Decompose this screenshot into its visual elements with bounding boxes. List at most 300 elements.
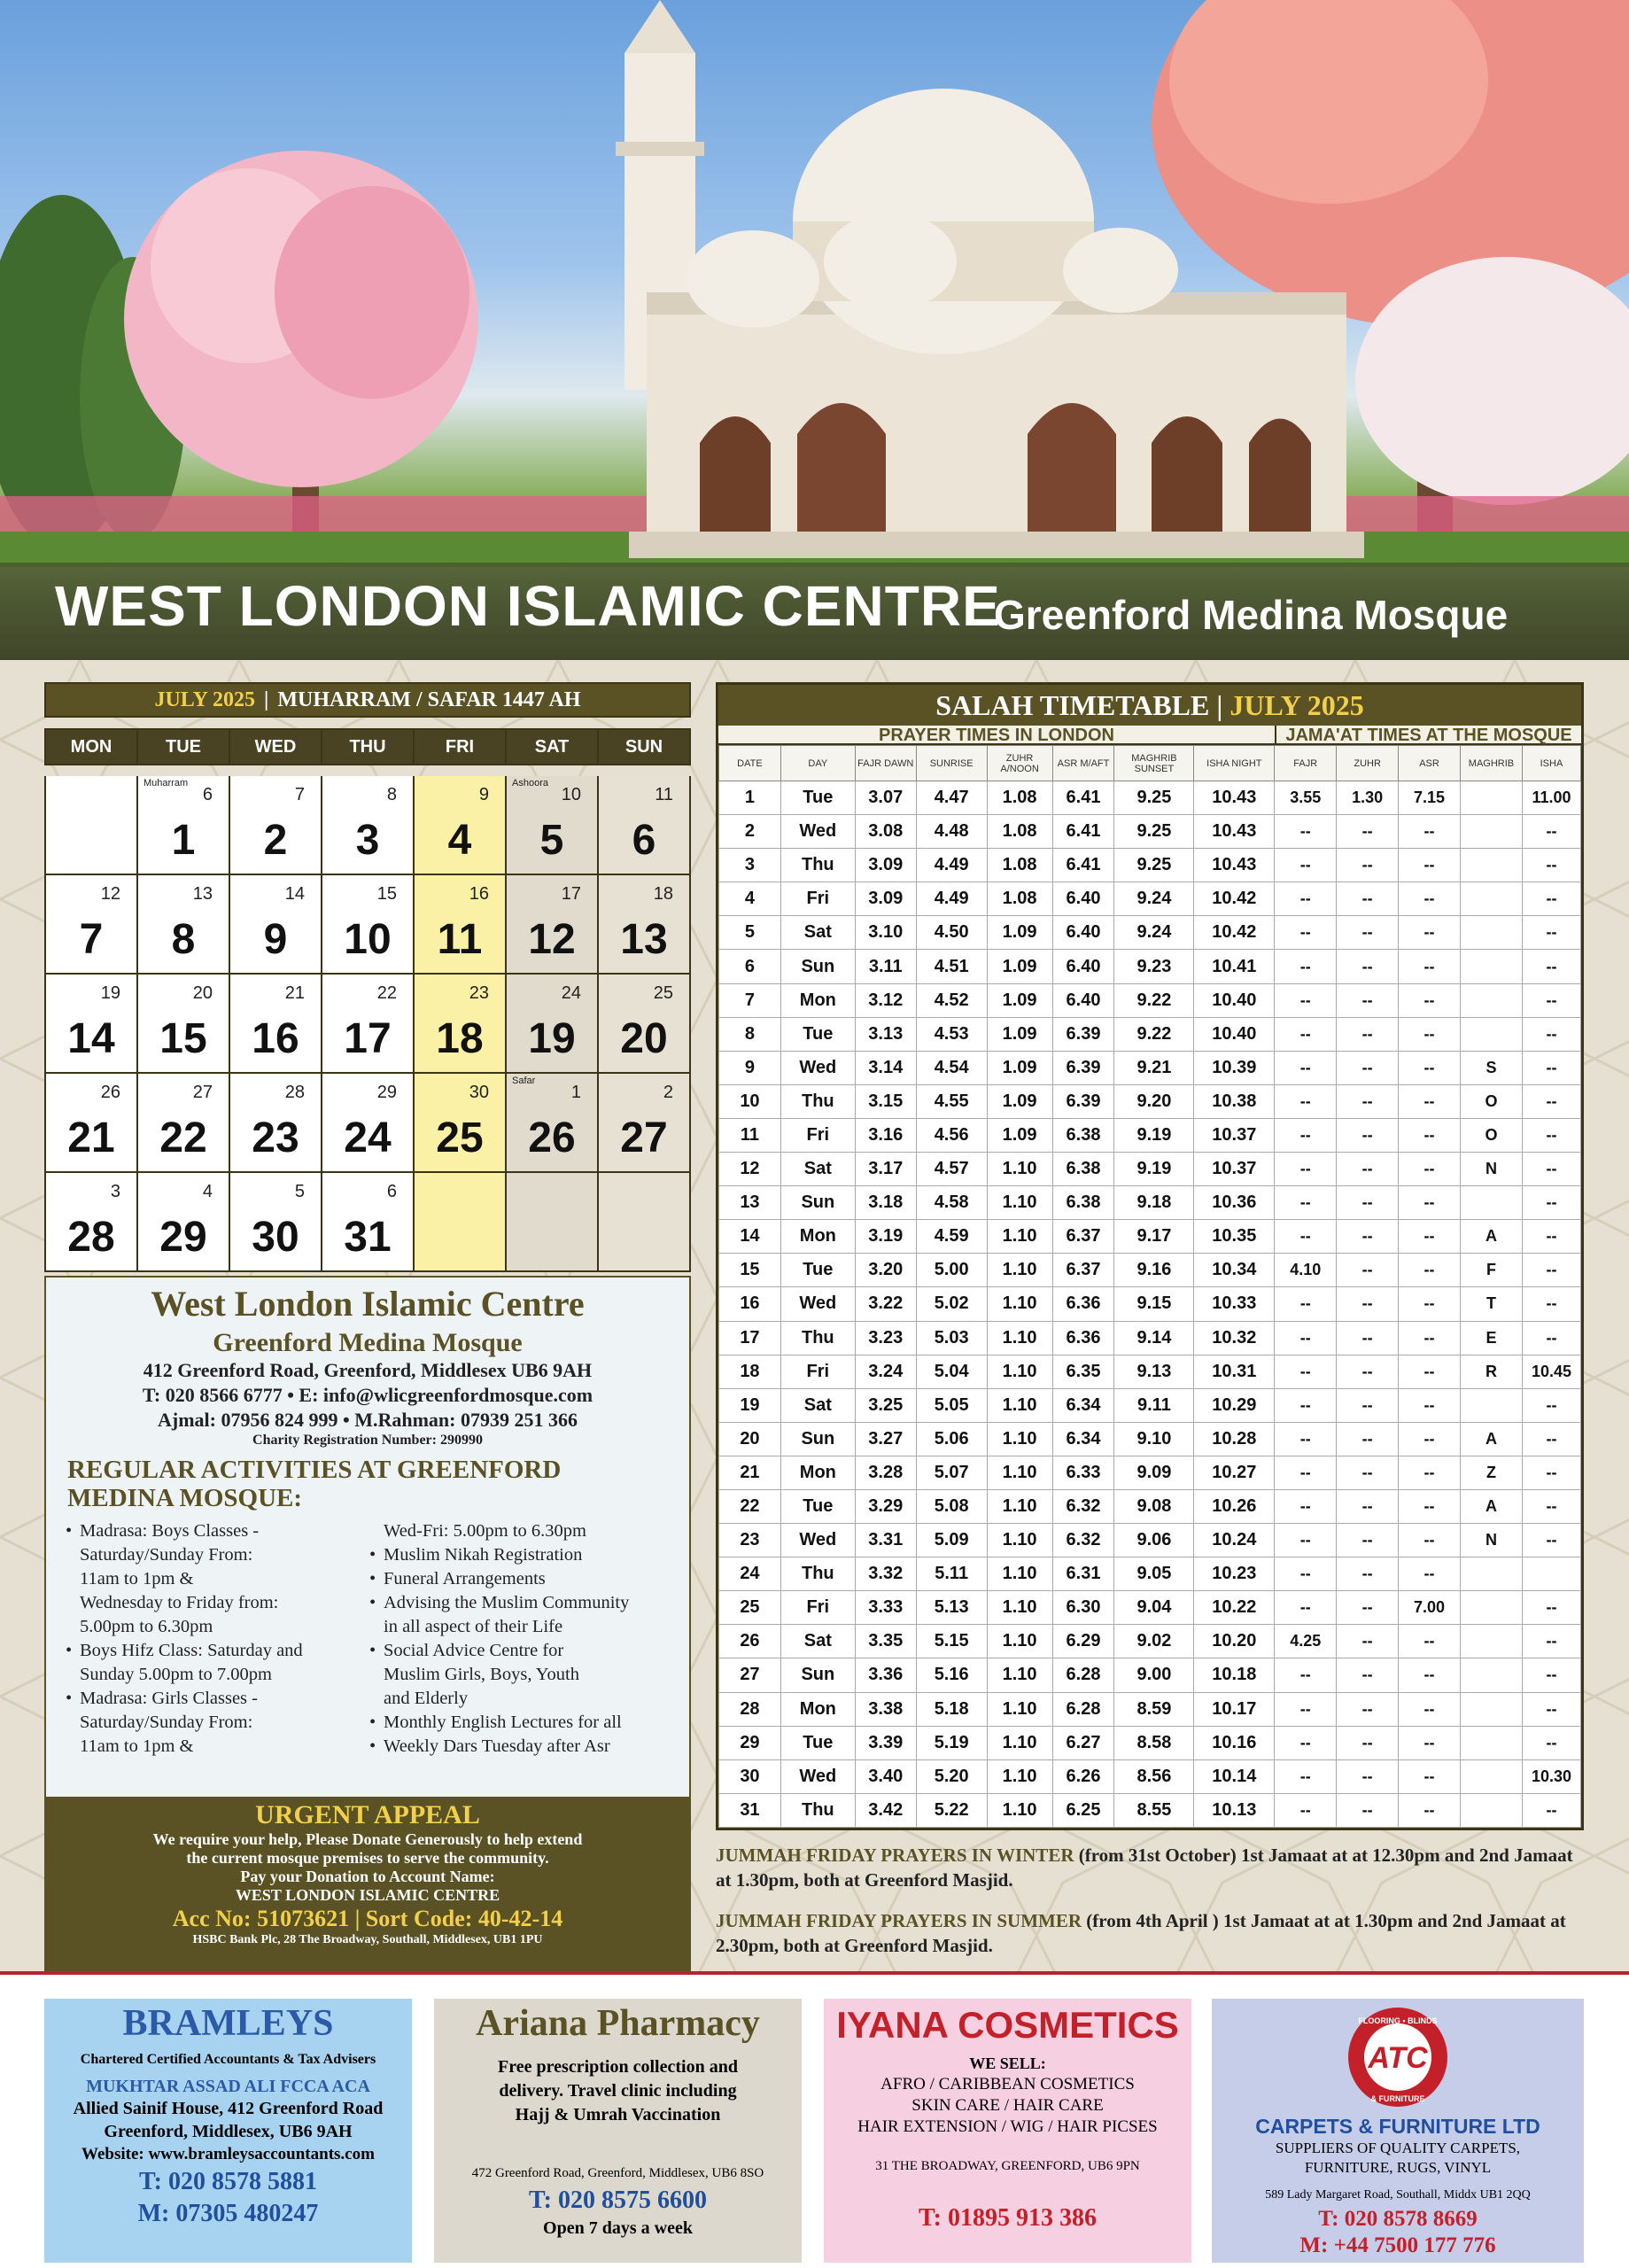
timetable-cell xyxy=(1522,1557,1580,1591)
calendar-day-cell xyxy=(322,975,413,1072)
winter-note-title: JUMMAH FRIDAY PRAYERS IN WINTER xyxy=(716,1845,1074,1866)
timetable-cell: -- xyxy=(1275,1321,1337,1355)
timetable-cell: 6.39 xyxy=(1052,1051,1114,1084)
timetable-cell: 11 xyxy=(719,1118,781,1152)
timetable-cell: -- xyxy=(1399,1692,1461,1726)
timetable-cell: -- xyxy=(1399,1220,1461,1254)
calendar-day-cell xyxy=(322,1074,413,1171)
timetable-cell: 4.50 xyxy=(916,916,987,950)
atc-name: CARPETS & FURNITURE LTD xyxy=(1255,2115,1540,2138)
timetable-cell: 4.53 xyxy=(916,1017,987,1051)
timetable-cell: 22 xyxy=(719,1489,781,1523)
activity-item: • Funeral Arrangements xyxy=(368,1567,671,1591)
timetable-cell: R xyxy=(1460,1355,1522,1388)
timetable-cell: -- xyxy=(1275,1153,1337,1186)
timetable-cell: 4.47 xyxy=(916,781,987,815)
timetable-cell: 10.29 xyxy=(1194,1388,1275,1422)
atc-advert xyxy=(1212,1999,1584,2263)
timetable-cell: 1.10 xyxy=(987,1625,1052,1658)
timetable-cell: -- xyxy=(1522,1793,1580,1827)
timetable-cell: 3.07 xyxy=(855,781,916,815)
timetable-cell: 6.32 xyxy=(1052,1489,1114,1523)
timetable-cell: -- xyxy=(1275,1793,1337,1827)
activity-item: and Elderly xyxy=(384,1689,469,1708)
timetable-cell: 6.34 xyxy=(1052,1422,1114,1456)
hijri-date: 15 xyxy=(376,884,397,904)
hijri-date: 18 xyxy=(653,884,673,904)
timetable-cell: 29 xyxy=(719,1726,781,1759)
timetable-cell: F xyxy=(1460,1254,1522,1287)
timetable-cell: 5.07 xyxy=(916,1456,987,1489)
calendar-day-cell xyxy=(230,1074,321,1171)
timetable-cell: 3.42 xyxy=(855,1793,916,1827)
timetable-title-separator: | xyxy=(1216,689,1223,721)
timetable-cell: 3.11 xyxy=(855,950,916,983)
timetable-cell: -- xyxy=(1337,1692,1399,1726)
timetable-column-header: ASR M/AFT xyxy=(1052,746,1114,781)
iyana-line-4: HAIR EXTENSION / WIG / HAIR PICSES xyxy=(857,2117,1158,2136)
gregorian-date: 1 xyxy=(171,817,196,864)
event-label: Muharram xyxy=(144,778,189,788)
timetable-cell: Sat xyxy=(780,1625,855,1658)
timetable-cell: 9.14 xyxy=(1114,1321,1194,1355)
hijri-date: 14 xyxy=(284,884,305,904)
timetable-cell: 3.19 xyxy=(855,1220,916,1254)
timetable-cell: 6.37 xyxy=(1052,1254,1114,1287)
timetable-cell: Sun xyxy=(780,950,855,983)
activity-item: 11am to 1pm & xyxy=(80,1569,194,1588)
timetable-cell: 1 xyxy=(719,781,781,815)
timetable-column-header: ISHA xyxy=(1522,746,1580,781)
timetable-cell: Mon xyxy=(780,983,855,1017)
timetable-cell: -- xyxy=(1522,1254,1580,1287)
timetable-cell: 10.14 xyxy=(1194,1759,1275,1793)
atc-logo-ring-top: FLOORING • BLINDS xyxy=(1358,2016,1438,2025)
bramleys-address-1: Allied Sainif House, 412 Greenford Road xyxy=(73,2099,384,2118)
timetable-cell: 3.13 xyxy=(855,1017,916,1051)
timetable-cell: 9 xyxy=(719,1051,781,1084)
iyana-name: IYANA COSMETICS xyxy=(836,2004,1179,2046)
timetable-cell: -- xyxy=(1522,882,1580,916)
gregorian-date: 18 xyxy=(436,1015,484,1062)
activities-right-column xyxy=(368,1519,671,1759)
timetable-row xyxy=(719,1557,1581,1591)
timetable-cell: 6.31 xyxy=(1052,1557,1114,1591)
timetable-cell: 8.55 xyxy=(1114,1793,1194,1827)
timetable-cell: -- xyxy=(1275,1422,1337,1456)
ariana-line-1: Free prescription collection and xyxy=(498,2057,738,2077)
ariana-name: Ariana Pharmacy xyxy=(476,2003,760,2044)
timetable-cell: -- xyxy=(1522,1658,1580,1692)
timetable-cell: 3.33 xyxy=(855,1591,916,1625)
contact-line: T: 020 8566 6777 • E: info@wlicgreenfordmosque.com xyxy=(142,1384,593,1406)
timetable-cell: 1.10 xyxy=(987,1153,1052,1186)
timetable-cell: -- xyxy=(1399,983,1461,1017)
hijri-date: 1 xyxy=(570,1083,581,1102)
calendar-day-cell xyxy=(230,975,321,1072)
timetable-cell: 15 xyxy=(719,1254,781,1287)
timetable-cell: -- xyxy=(1522,1489,1580,1523)
timetable-cell: -- xyxy=(1399,950,1461,983)
timetable-cell: 1.08 xyxy=(987,882,1052,916)
timetable-cell xyxy=(1460,1692,1522,1726)
timetable-cell: Tue xyxy=(780,781,855,815)
gregorian-date: 6 xyxy=(632,817,656,864)
timetable-cell: Mon xyxy=(780,1692,855,1726)
calendar-day-cell xyxy=(322,875,413,973)
timetable-cell: -- xyxy=(1399,1355,1461,1388)
hijri-date: 16 xyxy=(469,884,489,904)
iyana-phone: T: 01895 913 386 xyxy=(919,2204,1097,2232)
timetable-cell: Mon xyxy=(780,1220,855,1254)
timetable-cell: 9.16 xyxy=(1114,1254,1194,1287)
hijri-date: 28 xyxy=(284,1083,305,1102)
timetable-row xyxy=(719,815,1581,849)
timetable-row xyxy=(719,1625,1581,1658)
bramleys-website: Website: www.bramleysaccountants.com xyxy=(81,2145,375,2163)
timetable-cell: -- xyxy=(1275,1456,1337,1489)
weekday-label: WED xyxy=(230,730,321,764)
timetable-column-header: FAJR DAWN xyxy=(855,746,916,781)
activities-title-line2: MEDINA MOSQUE: xyxy=(67,1484,303,1512)
gregorian-date: 13 xyxy=(620,916,668,963)
timetable-cell: 1.09 xyxy=(987,1017,1052,1051)
timetable-cell: 7 xyxy=(719,983,781,1017)
timetable-cell: 31 xyxy=(719,1793,781,1827)
timetable-cell: -- xyxy=(1275,849,1337,882)
timetable-cell: 6.40 xyxy=(1052,983,1114,1017)
timetable-column-header: ISHA NIGHT xyxy=(1194,746,1275,781)
calendar-day-cell xyxy=(138,975,229,1072)
timetable-cell: 10.22 xyxy=(1194,1591,1275,1625)
timetable-cell: -- xyxy=(1337,1422,1399,1456)
timetable-cell: Wed xyxy=(780,815,855,849)
timetable-cell: -- xyxy=(1337,1793,1399,1827)
calendar-day-cell xyxy=(507,1074,597,1171)
gregorian-date: 8 xyxy=(171,916,196,963)
timetable-cell: 9.19 xyxy=(1114,1118,1194,1152)
timetable-cell: 6.41 xyxy=(1052,849,1114,882)
hijri-date: 8 xyxy=(386,785,397,804)
timetable-cell: 1.30 xyxy=(1337,781,1399,815)
timetable-cell: -- xyxy=(1399,1625,1461,1658)
timetable-cell: 7.00 xyxy=(1399,1591,1461,1625)
timetable-cell: -- xyxy=(1399,1489,1461,1523)
timetable-cell: 6.41 xyxy=(1052,815,1114,849)
timetable-cell: 6.35 xyxy=(1052,1355,1114,1388)
calendar-day-cell xyxy=(322,776,413,874)
appeal-account-number: Acc No: 51073621 | Sort Code: 40-42-14 xyxy=(172,1906,563,1931)
hijri-date: 21 xyxy=(284,983,305,1003)
timetable-cell: -- xyxy=(1337,1355,1399,1388)
calendar-day-cell xyxy=(46,776,136,874)
timetable-cell: Sat xyxy=(780,1388,855,1422)
timetable-cell: -- xyxy=(1522,1422,1580,1456)
timetable-row xyxy=(719,1524,1581,1557)
gregorian-date: 9 xyxy=(263,916,288,963)
timetable-table xyxy=(718,745,1581,1828)
timetable-cell: 10.38 xyxy=(1194,1084,1275,1118)
timetable-cell: -- xyxy=(1337,882,1399,916)
ariana-line-2: delivery. Travel clinic including xyxy=(499,2081,737,2101)
activity-item: 11am to 1pm & xyxy=(80,1736,194,1756)
timetable-cell: 5.13 xyxy=(916,1591,987,1625)
timetable-cell: 10.18 xyxy=(1194,1658,1275,1692)
timetable-cell: 9.15 xyxy=(1114,1287,1194,1321)
timetable-cell: Thu xyxy=(780,849,855,882)
calendar-day-cell xyxy=(138,875,229,973)
activity-item: Wednesday to Friday from: xyxy=(80,1593,279,1612)
timetable-cell: -- xyxy=(1275,1692,1337,1726)
timetable-cell: 27 xyxy=(719,1658,781,1692)
timetable-cell: 4.49 xyxy=(916,849,987,882)
calendar-day-cell xyxy=(138,776,229,874)
timetable-cell: 3.24 xyxy=(855,1355,916,1388)
timetable-cell: 9.00 xyxy=(1114,1658,1194,1692)
timetable-cell: 3.35 xyxy=(855,1625,916,1658)
atc-mobile: M: +44 7500 177 776 xyxy=(1299,2233,1496,2257)
timetable-cell: -- xyxy=(1275,1287,1337,1321)
hijri-date: 7 xyxy=(294,785,305,804)
timetable-cell: 1.10 xyxy=(987,1726,1052,1759)
timetable-cell: 10.30 xyxy=(1522,1759,1580,1793)
mosque-info-box xyxy=(44,1276,691,1798)
timetable-cell: 9.25 xyxy=(1114,815,1194,849)
timetable-row xyxy=(719,1692,1581,1726)
hijri-date: 3 xyxy=(110,1182,120,1201)
gregorian-date: 5 xyxy=(539,817,564,864)
hijri-date: 27 xyxy=(192,1083,213,1102)
timetable-cell: 10.24 xyxy=(1194,1524,1275,1557)
winter-note xyxy=(716,1843,1584,1892)
timetable-cell: 4.54 xyxy=(916,1051,987,1084)
timetable-cell: 6.28 xyxy=(1052,1658,1114,1692)
timetable-cell: -- xyxy=(1275,1220,1337,1254)
title-bar xyxy=(0,563,1629,660)
timetable-cell: -- xyxy=(1399,1388,1461,1422)
timetable-cell: 14 xyxy=(719,1220,781,1254)
gregorian-date: 17 xyxy=(344,1015,392,1062)
hijri-date: 22 xyxy=(376,983,397,1003)
timetable-cell: 9.06 xyxy=(1114,1524,1194,1557)
page-subtitle: Greenford Medina Mosque xyxy=(994,592,1509,638)
timetable-cell: 10.42 xyxy=(1194,916,1275,950)
timetable-cell: 10.36 xyxy=(1194,1186,1275,1220)
timetable-cell: 9.22 xyxy=(1114,1017,1194,1051)
timetable-cell: 3.18 xyxy=(855,1186,916,1220)
timetable-column-header: DATE xyxy=(719,746,781,781)
timetable-cell: 3.55 xyxy=(1275,781,1337,815)
timetable-cell: 30 xyxy=(719,1759,781,1793)
timetable-cell xyxy=(1460,1017,1522,1051)
timetable-cell: 6.29 xyxy=(1052,1625,1114,1658)
timetable-cell: 3.08 xyxy=(855,815,916,849)
timetable-cell: 4.10 xyxy=(1275,1254,1337,1287)
bramleys-name: BRAMLEYS xyxy=(122,2003,334,2044)
event-label: Ashoora xyxy=(512,778,548,788)
timetable-row xyxy=(719,1321,1581,1355)
timetable-cell: -- xyxy=(1337,916,1399,950)
prayer-times-group: PRAYER TIMES IN LONDON xyxy=(718,726,1275,745)
timetable-cell: 9.22 xyxy=(1114,983,1194,1017)
timetable-cell: 18 xyxy=(719,1355,781,1388)
timetable-cell: A xyxy=(1460,1422,1522,1456)
timetable-cell: -- xyxy=(1337,1186,1399,1220)
timetable-cell: -- xyxy=(1337,1524,1399,1557)
timetable-cell: 9.11 xyxy=(1114,1388,1194,1422)
calendar-day-cell xyxy=(415,1074,505,1171)
timetable-cell: -- xyxy=(1275,950,1337,983)
gregorian-date: 27 xyxy=(620,1115,668,1161)
timetable-cell: 3.29 xyxy=(855,1489,916,1523)
timetable-cell: 9.21 xyxy=(1114,1051,1194,1084)
hijri-date: 17 xyxy=(561,884,581,904)
timetable-cell xyxy=(1460,1759,1522,1793)
timetable-cell: -- xyxy=(1337,1153,1399,1186)
ariana-address: 472 Greenford Road, Greenford, Middlesex, UB6 8SO xyxy=(471,2166,764,2180)
timetable-cell: -- xyxy=(1399,1118,1461,1152)
timetable-cell: -- xyxy=(1399,1153,1461,1186)
calendar-day-cell xyxy=(415,875,505,973)
timetable-cell: -- xyxy=(1399,1422,1461,1456)
hijri-date: 13 xyxy=(192,884,213,904)
timetable-cell: -- xyxy=(1399,849,1461,882)
timetable-cell: 10.16 xyxy=(1194,1726,1275,1759)
timetable-cell: -- xyxy=(1522,849,1580,882)
timetable-cell: 6.32 xyxy=(1052,1524,1114,1557)
timetable-row xyxy=(719,781,1581,815)
timetable-cell: 3.17 xyxy=(855,1153,916,1186)
mosque-illustration xyxy=(0,0,1629,660)
timetable-cell: 3.22 xyxy=(855,1287,916,1321)
timetable-cell: 5.19 xyxy=(916,1726,987,1759)
timetable-cell: -- xyxy=(1337,950,1399,983)
timetable-cell: 8 xyxy=(719,1017,781,1051)
timetable-cell: N xyxy=(1460,1524,1522,1557)
timetable-cell: -- xyxy=(1337,849,1399,882)
iyana-line-3: SKIN CARE / HAIR CARE xyxy=(911,2096,1104,2115)
timetable-cell: Wed xyxy=(780,1287,855,1321)
weekday-header xyxy=(44,728,691,765)
activity-item: • Madrasa: Girls Classes - xyxy=(64,1687,368,1711)
timetable-cell: -- xyxy=(1522,1153,1580,1186)
timetable-cell: -- xyxy=(1275,1524,1337,1557)
timetable-cell: -- xyxy=(1522,1524,1580,1557)
timetable-row xyxy=(719,1456,1581,1489)
timetable-row xyxy=(719,1658,1581,1692)
timetable-cell: Tue xyxy=(780,1489,855,1523)
timetable-cell: -- xyxy=(1399,1456,1461,1489)
timetable-row xyxy=(719,1051,1581,1084)
timetable-cell: -- xyxy=(1275,1118,1337,1152)
gregorian-date: 12 xyxy=(528,916,576,963)
timetable-cell xyxy=(1460,882,1522,916)
page-title: WEST LONDON ISLAMIC CENTRE xyxy=(55,574,1001,638)
timetable-cell: 4.48 xyxy=(916,815,987,849)
timetable-cell: 9.04 xyxy=(1114,1591,1194,1625)
timetable-cell: 3.32 xyxy=(855,1557,916,1591)
appeal-line: the current mosque premises to serve the community. xyxy=(186,1849,549,1867)
timetable-cell: 9.17 xyxy=(1114,1220,1194,1254)
gregorian-date: 10 xyxy=(344,916,392,963)
timetable-cell: 9.24 xyxy=(1114,916,1194,950)
calendar-day-cell xyxy=(322,1173,413,1270)
hijri-date: 4 xyxy=(202,1182,213,1201)
timetable-cell: 9.13 xyxy=(1114,1355,1194,1388)
hijri-date: 6 xyxy=(386,1182,397,1201)
timetable-cell: 6.37 xyxy=(1052,1220,1114,1254)
activity-item: Wed-Fri: 5.00pm to 6.30pm xyxy=(384,1521,586,1541)
activity-item: 5.00pm to 6.30pm xyxy=(80,1617,213,1636)
activity-item: Muslim Girls, Boys, Youth xyxy=(384,1665,580,1684)
timetable-cell: 3.14 xyxy=(855,1051,916,1084)
timetable-cell: 8.58 xyxy=(1114,1726,1194,1759)
timetable-cell: -- xyxy=(1275,1084,1337,1118)
timetable-cell: 9.10 xyxy=(1114,1422,1194,1456)
timetable-column-header: SUNRISE xyxy=(916,746,987,781)
timetable-cell: 9.25 xyxy=(1114,781,1194,815)
timetable-cell: 3.39 xyxy=(855,1726,916,1759)
timetable-cell xyxy=(1460,916,1522,950)
timetable-cell: -- xyxy=(1337,1557,1399,1591)
activity-item: • Muslim Nikah Registration xyxy=(368,1543,671,1567)
timetable-cell: 10.17 xyxy=(1194,1692,1275,1726)
timetable-cell: -- xyxy=(1275,1726,1337,1759)
timetable-cell: -- xyxy=(1337,1489,1399,1523)
timetable-cell: 5.22 xyxy=(916,1793,987,1827)
timetable-cell: 1.08 xyxy=(987,781,1052,815)
timetable-cell: 1.09 xyxy=(987,983,1052,1017)
calendar-month: JULY 2025 xyxy=(154,687,256,711)
timetable-cell: 3.31 xyxy=(855,1524,916,1557)
hero-image xyxy=(0,0,1629,660)
activity-item: Saturday/Sunday From: xyxy=(80,1713,253,1732)
hijri-date: 20 xyxy=(192,983,213,1003)
timetable-cell: Sun xyxy=(780,1422,855,1456)
event-label: Safar xyxy=(512,1076,536,1086)
timetable-cell: 2 xyxy=(719,815,781,849)
timetable-cell: -- xyxy=(1337,1759,1399,1793)
timetable-cell xyxy=(1460,1591,1522,1625)
calendar-day-cell xyxy=(230,1173,321,1270)
gregorian-date: 24 xyxy=(344,1115,392,1161)
timetable-cell: A xyxy=(1460,1489,1522,1523)
timetable-cell: 9.09 xyxy=(1114,1456,1194,1489)
timetable-row xyxy=(719,1017,1581,1051)
timetable-cell: Sat xyxy=(780,1153,855,1186)
timetable-cell: 6.40 xyxy=(1052,950,1114,983)
timetable-cell: 5.06 xyxy=(916,1422,987,1456)
gregorian-date: 11 xyxy=(437,916,483,963)
timetable-cell: 10 xyxy=(719,1084,781,1118)
gregorian-date: 28 xyxy=(67,1214,115,1261)
timetable-row xyxy=(719,849,1581,882)
gregorian-date: 25 xyxy=(436,1115,484,1161)
timetable-row xyxy=(719,1186,1581,1220)
timetable-cell: 9.19 xyxy=(1114,1153,1194,1186)
timetable-cell: 7.15 xyxy=(1399,781,1461,815)
timetable-cell: 3.12 xyxy=(855,983,916,1017)
timetable-cell: 1.10 xyxy=(987,1489,1052,1523)
timetable-row xyxy=(719,1254,1581,1287)
timetable-cell: 9.05 xyxy=(1114,1557,1194,1591)
hijri-date: 9 xyxy=(478,785,489,804)
timetable-cell: -- xyxy=(1275,815,1337,849)
atc-address: 589 Lady Margaret Road, Southall, Middx UB1 2QQ xyxy=(1265,2188,1531,2202)
iyana-line-1: WE SELL: xyxy=(969,2054,1046,2072)
timetable-cell: -- xyxy=(1337,983,1399,1017)
timetable-cell: -- xyxy=(1275,1388,1337,1422)
